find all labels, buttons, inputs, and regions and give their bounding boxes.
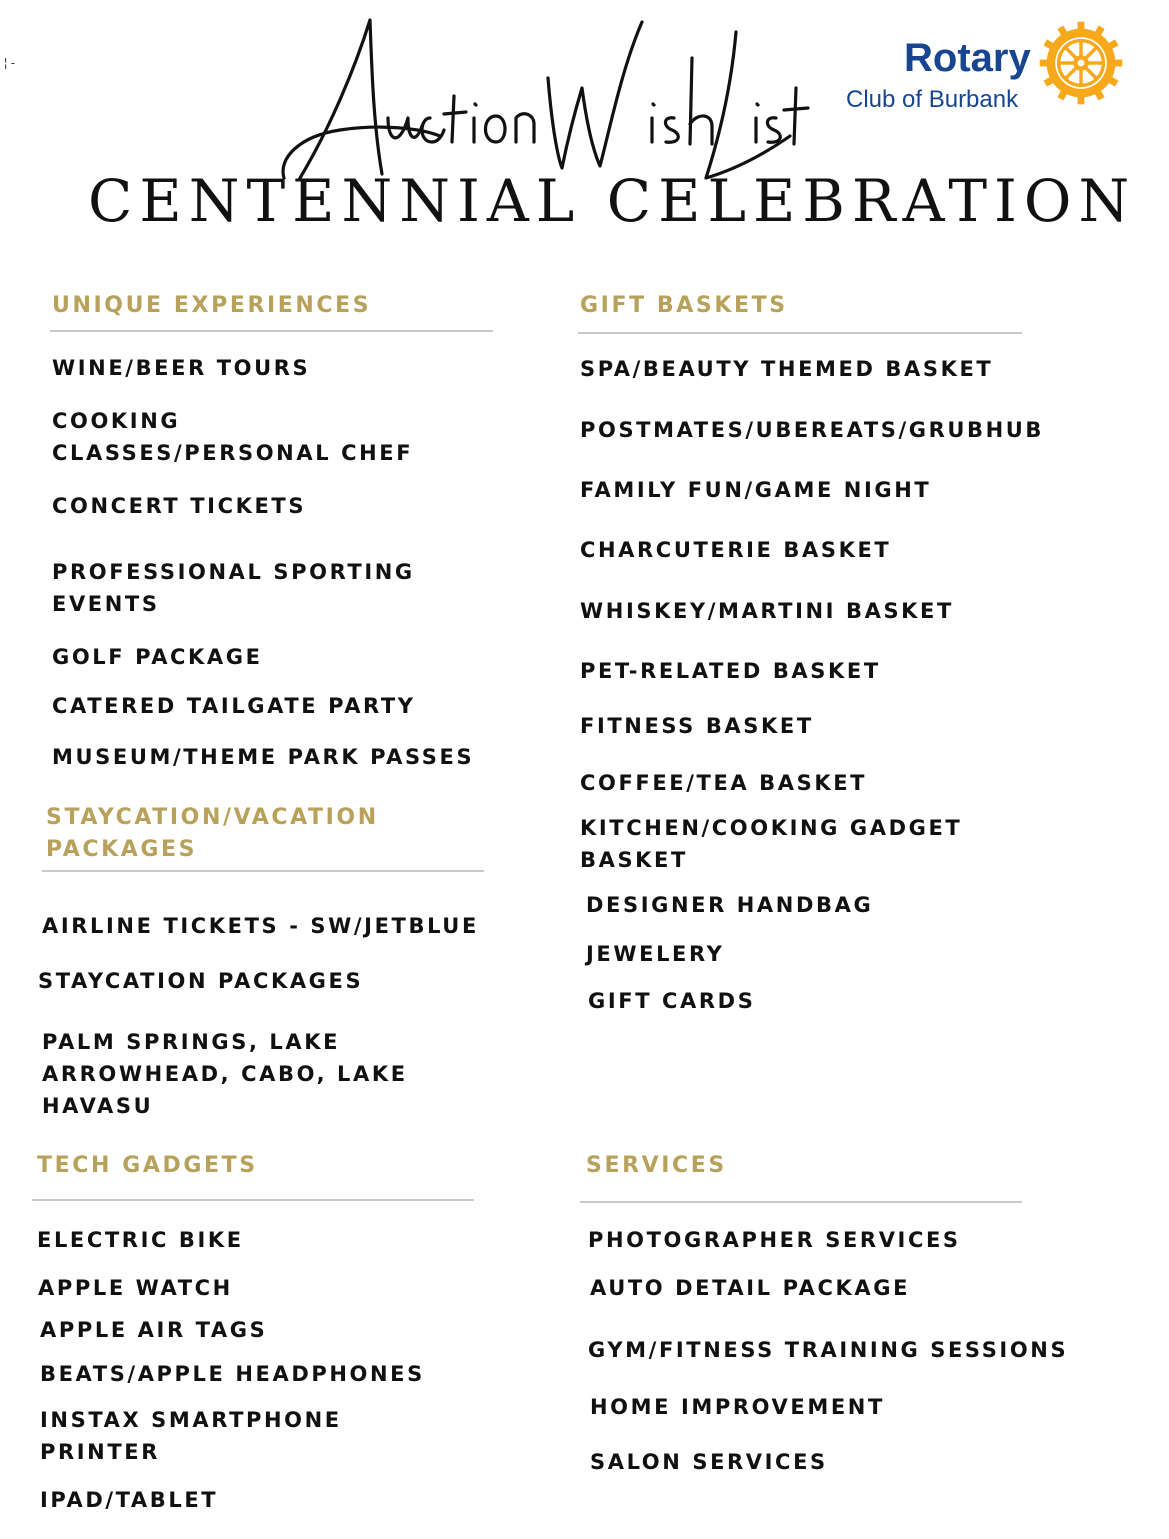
list-item: PET-RELATED BASKET	[580, 659, 881, 683]
heading-services: SERVICES	[586, 1153, 727, 1178]
divider	[32, 1199, 474, 1201]
list-item: GIFT CARDS	[588, 989, 756, 1013]
divider	[578, 332, 1022, 334]
list-item: INSTAX SMARTPHONE	[40, 1408, 342, 1432]
rotary-wheel-icon	[1038, 20, 1124, 106]
list-item: APPLE AIR TAGS	[40, 1318, 268, 1342]
list-item: CATERED TAILGATE PARTY	[52, 694, 416, 718]
heading-staycation-vacation: STAYCATION/VACATION	[46, 805, 379, 830]
heading-staycation-packages: PACKAGES	[46, 837, 198, 862]
list-item: ELECTRIC BIKE	[37, 1228, 244, 1252]
list-item: ARROWHEAD, CABO, LAKE	[42, 1062, 408, 1086]
list-item: CHARCUTERIE BASKET	[580, 538, 892, 562]
list-item: DESIGNER HANDBAG	[586, 893, 874, 917]
list-item: CONCERT TICKETS	[52, 494, 307, 518]
list-item: POSTMATES/UBEREATS/GRUBHUB	[580, 418, 1045, 442]
list-item: PRINTER	[40, 1440, 160, 1464]
list-item: AUTO DETAIL PACKAGE	[590, 1276, 911, 1300]
list-item: WHISKEY/MARTINI BASKET	[580, 599, 954, 623]
divider	[50, 330, 493, 332]
logo-club-text: Club of Burbank	[846, 86, 1019, 113]
divider	[580, 1201, 1022, 1203]
rotary-logo	[842, 16, 1132, 116]
list-item: CLASSES/PERSONAL CHEF	[52, 441, 414, 465]
list-item: STAYCATION PACKAGES	[38, 969, 364, 993]
list-item: PHOTOGRAPHER SERVICES	[588, 1228, 961, 1252]
list-item: FITNESS BASKET	[580, 714, 814, 738]
logo-rotary-text: Rotary	[904, 36, 1031, 80]
list-item: JEWELERY	[586, 942, 725, 966]
list-item: BASKET	[580, 848, 688, 872]
list-item: MUSEUM/THEME PARK PASSES	[52, 745, 475, 769]
list-item: EVENTS	[52, 592, 160, 616]
list-item: KITCHEN/COOKING GADGET	[580, 816, 963, 840]
list-item: AIRLINE TICKETS - SW/JETBLUE	[42, 914, 479, 938]
list-item: PALM SPRINGS, LAKE	[42, 1030, 341, 1054]
list-item: HOME IMPROVEMENT	[590, 1395, 885, 1419]
list-item: APPLE WATCH	[38, 1276, 233, 1300]
list-item: FAMILY FUN/GAME NIGHT	[580, 478, 932, 502]
list-item: COOKING	[52, 409, 181, 433]
list-item: COFFEE/TEA BASKET	[580, 771, 868, 795]
corner-mark: ¦-	[2, 56, 17, 70]
list-item: GOLF PACKAGE	[52, 645, 263, 669]
divider	[42, 870, 484, 872]
list-item: SPA/BEAUTY THEMED BASKET	[580, 357, 994, 381]
list-item: HAVASU	[42, 1094, 154, 1118]
heading-tech-gadgets: TECH GADGETS	[37, 1153, 258, 1178]
list-item: IPAD/TABLET	[40, 1488, 219, 1512]
list-item: PROFESSIONAL SPORTING	[52, 560, 415, 584]
heading-unique-experiences: UNIQUE EXPERIENCES	[52, 293, 372, 318]
list-item: BEATS/APPLE HEADPHONES	[40, 1362, 425, 1386]
centennial-subtitle: CENTENNIAL CELEBRATION	[88, 167, 1137, 235]
auction-wish-list-title	[270, 18, 830, 183]
list-item: GYM/FITNESS TRAINING SESSIONS	[588, 1338, 1069, 1362]
list-item: SALON SERVICES	[590, 1450, 828, 1474]
list-item: WINE/BEER TOURS	[52, 356, 311, 380]
heading-gift-baskets: GIFT BASKETS	[580, 293, 788, 318]
